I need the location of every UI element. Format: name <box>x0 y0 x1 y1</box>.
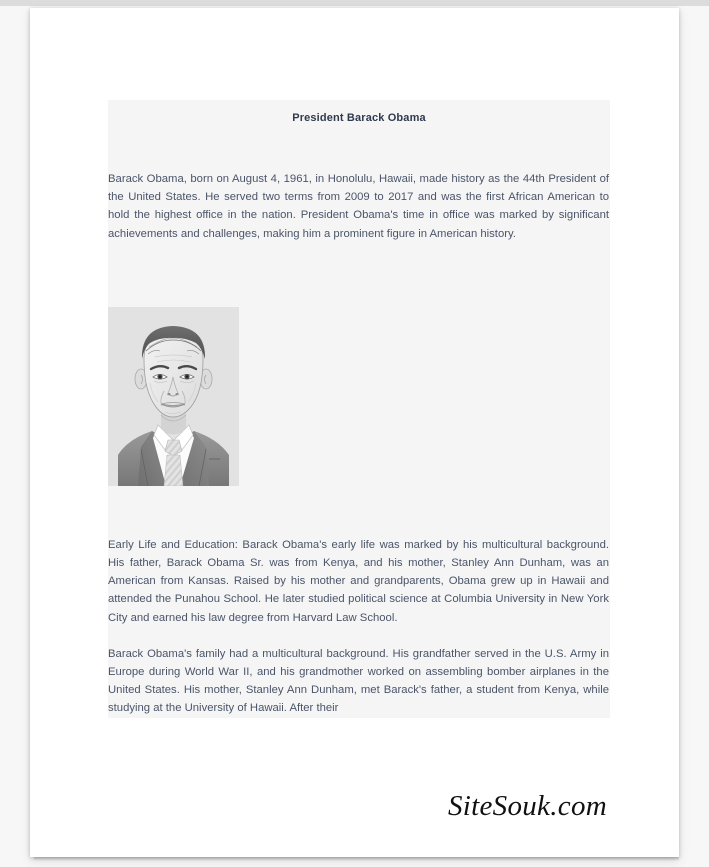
viewport-top-band <box>0 0 709 6</box>
paragraph-family: Barack Obama's family had a multicultural background. His grandfather served in the U.S. Army in Europe during World War II, and his grandmother worked on assembling bomber airplanes in the United States. His mother, Stanley Ann Dunham, met Barack's father, a student from Kenya, while studying at the University of Hawaii. After their <box>108 647 609 715</box>
page-bottom-shadow <box>34 857 679 861</box>
figure-spacer-bottom <box>108 486 610 536</box>
title-spacer <box>108 124 610 170</box>
portrait-illustration <box>108 307 239 486</box>
paragraph-early-life: Early Life and Education: Barack Obama's early life was marked by his multicultural background. His father, Barack Obama Sr. was from Kenya, and his mother, Stanley Ann Dunham, was an American from Kansas. Raised by his mother and grandparents, Obama grew up in Hawaii and attended the Punahou School. He later studied political science at Columbia University in New York City and earned his law degree from Harvard Law School. <box>108 538 609 624</box>
figure-spacer-top <box>108 261 610 307</box>
page-title: President Barack Obama <box>292 112 426 124</box>
paragraph-intro: Barack Obama, born on August 4, 1961, in Honolulu, Hawaii, made history as the 44th President of the United States. He served two terms from 2009 to 2017 and was the first African American to hold the highest office in the nation. President Obama's time in office was marked by significant achievements and challenges, making him a prominent figure in American history. <box>108 173 609 240</box>
portrait-svg <box>108 307 239 486</box>
document-page <box>30 8 679 857</box>
site-watermark: SiteSouk.com <box>447 790 607 822</box>
document-content-block <box>108 100 610 718</box>
